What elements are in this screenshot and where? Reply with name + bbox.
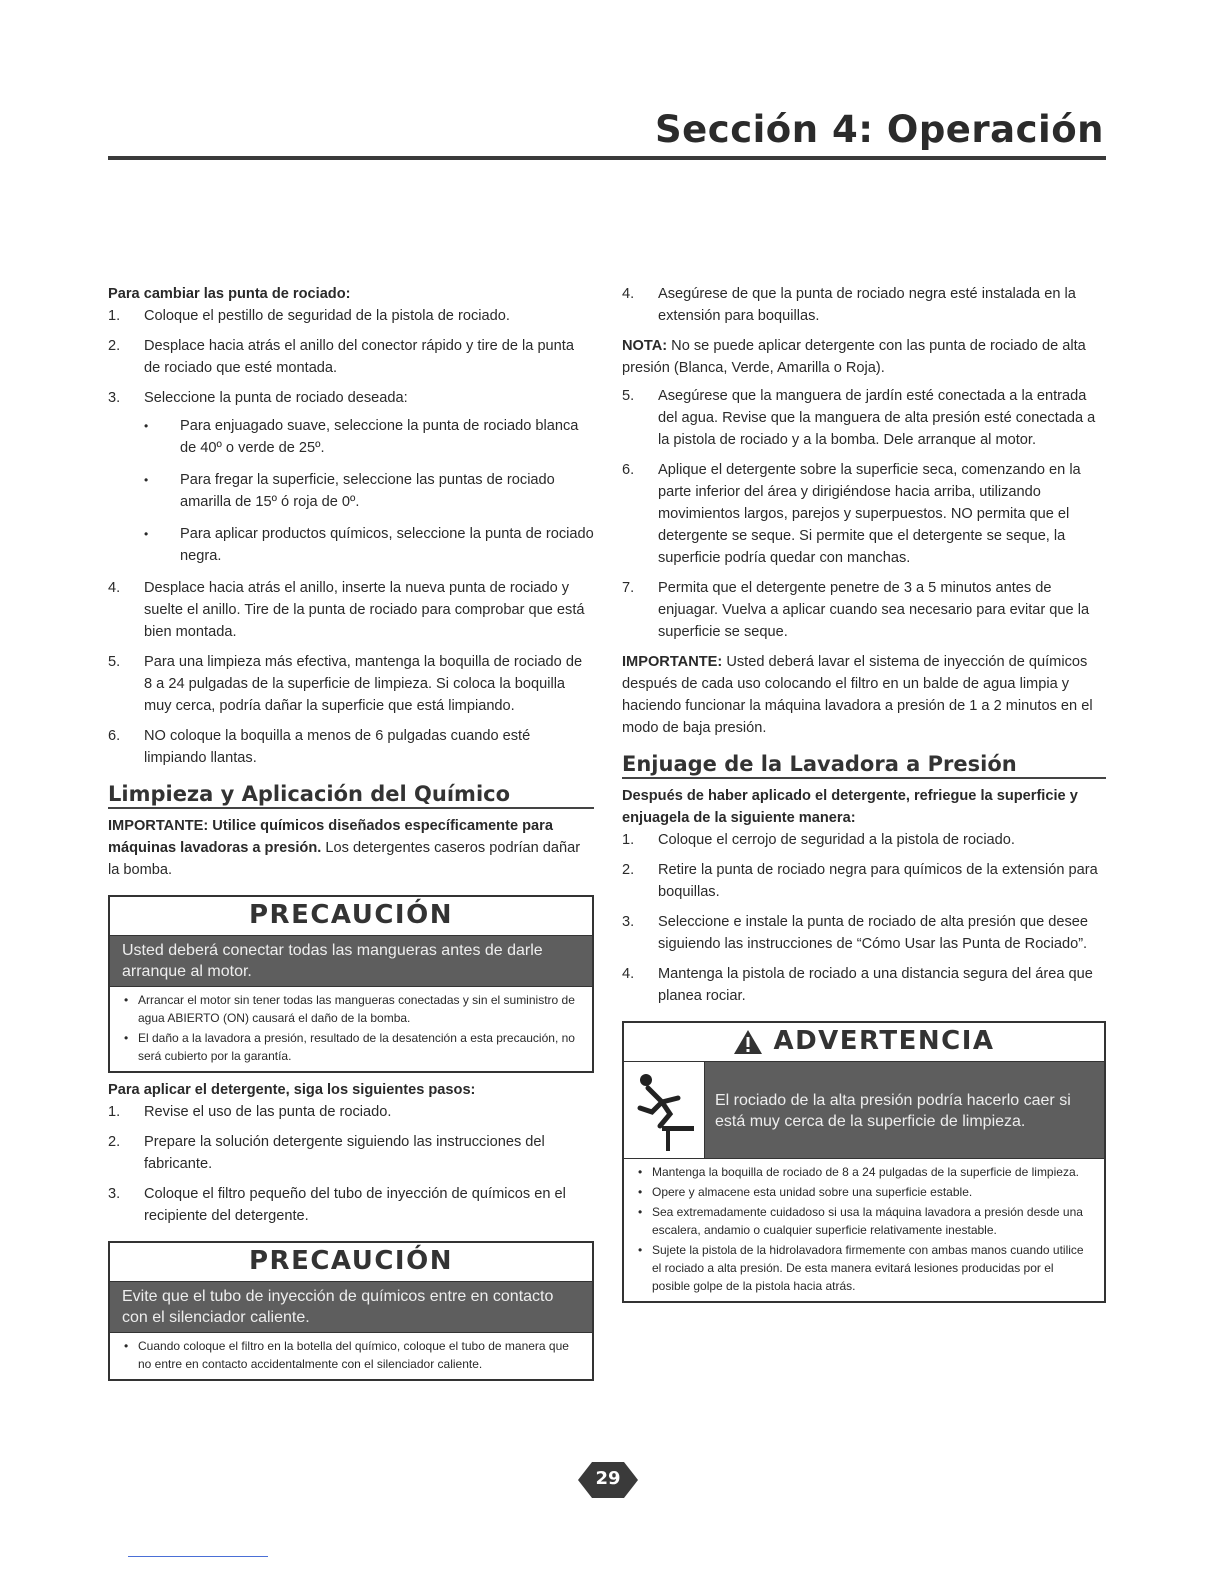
list-item: • Para fregar la superficie, seleccione las puntas de rociado amarilla de 15º ó roja de 0º. [144, 469, 594, 513]
list-item: 4. Desplace hacia atrás el anillo, inserte la nueva punta de rociado y suelte el anillo. Tire de la punta de rociado para comprobar que está bien montada. [108, 580, 585, 640]
detergent-steps-continued [622, 283, 1106, 327]
left-column [108, 283, 594, 1387]
list-item: • Sujete la pistola de la hidrolavadora firmemente con ambas manos cuando utilice el rociado a alta presión. De esta manera evitará lesiones producidas por el posible golpe de la pistola hacia atrás. [634, 1241, 1094, 1295]
page-number-badge [578, 1460, 638, 1500]
list-item: 4. Asegúrese de que la punta de rociado negra esté instalada en la extensión para boquillas. [622, 286, 1076, 324]
list-item: 1. Coloque el pestillo de seguridad de la pistola de rociado. [108, 308, 510, 324]
list-item: 2. Desplace hacia atrás el anillo del conector rápido y tire de la punta de rociado que esté montada. [108, 338, 574, 376]
footer-divider [128, 1556, 268, 1557]
list-item: 2. Prepare la solución detergente siguiendo las instrucciones del fabricante. [108, 1134, 545, 1172]
caution-box-hoses [108, 895, 594, 1073]
list-item: 1. Revise el uso de las punta de rociado. [108, 1104, 392, 1120]
caution-bullets [110, 1333, 592, 1379]
caution-alert: Evite que el tubo de inyección de químicos entre en contacto con el silenciador caliente. [110, 1281, 592, 1333]
list-item: 1. Coloque el cerrojo de seguridad a la pistola de rociado. [622, 832, 1015, 848]
caution-title: PRECAUCIÓN [249, 900, 453, 930]
warning-alert: El rociado de la alta presión podría hacerlo caer si está muy cerca de la superficie de limpieza. [705, 1062, 1104, 1158]
list-item: • Mantenga la boquilla de rociado de 8 a 24 pulgadas de la superficie de limpieza. [634, 1163, 1094, 1181]
warning-box [622, 1021, 1106, 1303]
chem-section-title: Limpieza y Aplicación del Químico [108, 783, 594, 809]
rinse-heading: Después de haber aplicado el detergente, refriegue la superficie y enjuagela de la siguiente manera: [622, 788, 1078, 826]
warning-triangle-icon [733, 1029, 763, 1055]
nota-note: NOTA: No se puede aplicar detergente con las punta de rociado de alta presión (Blanca, Verde, Amarilla o Roja). [622, 338, 1086, 376]
list-item: 4. Mantenga la pistola de rociado a una distancia segura del área que planea rociar. [622, 966, 1093, 1004]
slip-hazard-icon [624, 1062, 705, 1158]
important-note: IMPORTANTE: Usted deberá lavar el sistema de inyección de químicos después de cada uso colocando el filtro en un balde de agua limpia y haciendo funcionar la máquina lavadora a presión de 1 a 2 minutos en el modo de baja presión. [622, 654, 1093, 736]
detergent-steps-continued-b [622, 385, 1106, 643]
warning-title: ADVERTENCIA [773, 1026, 995, 1056]
list-item: 3. Coloque el filtro pequeño del tubo de inyección de químicos en el recipiente del detergente. [108, 1186, 566, 1224]
list-item: • Cuando coloque el filtro en la botella del químico, coloque el tubo de manera que no entre en contacto accidentalmente con el silenciador caliente. [120, 1337, 582, 1373]
list-item: 7. Permita que el detergente penetre de 3 a 5 minutos antes de enjuagar. Vuelva a aplicar cuando sea necesario para evitar que la superficie se seque. [622, 580, 1090, 640]
tip-options-list [144, 415, 594, 567]
rinse-steps [622, 829, 1106, 1007]
header-divider [108, 156, 1106, 160]
list-item: • Para aplicar productos químicos, seleccione la punta de rociado negra. [144, 523, 594, 567]
caution-bullets [110, 987, 592, 1071]
rinse-section-title: Enjuage de la Lavadora a Presión [622, 753, 1106, 779]
change-tips-heading: Para cambiar las punta de rociado: [108, 286, 351, 302]
right-column [622, 283, 1106, 1309]
caution-alert: Usted deberá conectar todas las mangueras antes de darle arranque al motor. [110, 935, 592, 987]
apply-detergent-heading: Para aplicar el detergente, siga los siguientes pasos: [108, 1082, 476, 1098]
chem-important-note: IMPORTANTE: Utilice químicos diseñados específicamente para máquinas lavadoras a presión. Los detergentes caseros podrían dañar la bomba. [108, 818, 581, 878]
caution-box-muffler [108, 1241, 594, 1381]
caution-title: PRECAUCIÓN [249, 1246, 453, 1276]
list-item: 5. Asegúrese que la manguera de jardín esté conectada a la entrada del agua. Revise que la manguera de alta presión esté conectada a la pistola de rociado y a la bomba. Dele arranque al motor. [622, 388, 1096, 448]
page-number: 29 [595, 1468, 621, 1489]
list-item: • Sea extremadamente cuidadoso si usa la máquina lavadora a presión desde una escalera, andamio o cualquier superficie relativamente inestable. [634, 1203, 1094, 1239]
page-title: Sección 4: Operación [655, 108, 1104, 151]
list-item: 5. Para una limpieza más efectiva, mantenga la boquilla de rociado de 8 a 24 pulgadas de la superficie de limpieza. Si coloca la boquilla muy cerca, podría dañar la superficie que está limpiando. [108, 654, 583, 714]
list-item: • Para enjuagado suave, seleccione la punta de rociado blanca de 40º o verde de 25º. [144, 415, 594, 459]
list-item: • El daño a la lavadora a presión, resultado de la desatención a esta precaución, no será cubierto por la garantía. [120, 1029, 582, 1065]
list-item: 3. Seleccione e instale la punta de rociado de alta presión que desee siguiendo las instrucciones de “Cómo Usar las Punta de Rociado”. [622, 914, 1089, 952]
list-item: 6. Aplique el detergente sobre la superficie seca, comenzando en la parte inferior del área y dirigiéndose hacia arriba, utilizando movimientos largos, parejos y superpuestos. NO permita que el detergente se seque. Si permite que el detergente se seque, la superficie podría quedar con manchas. [622, 462, 1081, 566]
warning-bullets [624, 1159, 1104, 1301]
list-item: 2. Retire la punta de rociado negra para químicos de la extensión para boquillas. [622, 862, 1098, 900]
list-item: 3. Seleccione la punta de rociado deseada: • Para enjuagado suave, seleccione la punta de rociado blanca de 40º o verde de 25º. • Para fregar la superficie, seleccione las puntas de rociado amarilla de 15º ó roja de 0º. • Para aplicar productos químicos, seleccione la punta de rociado negra. [108, 387, 594, 567]
list-item: • Arrancar el motor sin tener todas las mangueras conectadas y sin el suministro de agua ABIERTO (ON) causará el daño de la bomba. [120, 991, 582, 1027]
change-tips-steps [108, 305, 594, 769]
apply-detergent-steps [108, 1101, 594, 1227]
list-item: • Opere y almacene esta unidad sobre una superficie estable. [634, 1183, 1094, 1201]
list-item: 6. NO coloque la boquilla a menos de 6 pulgadas cuando esté limpiando llantas. [108, 728, 531, 766]
